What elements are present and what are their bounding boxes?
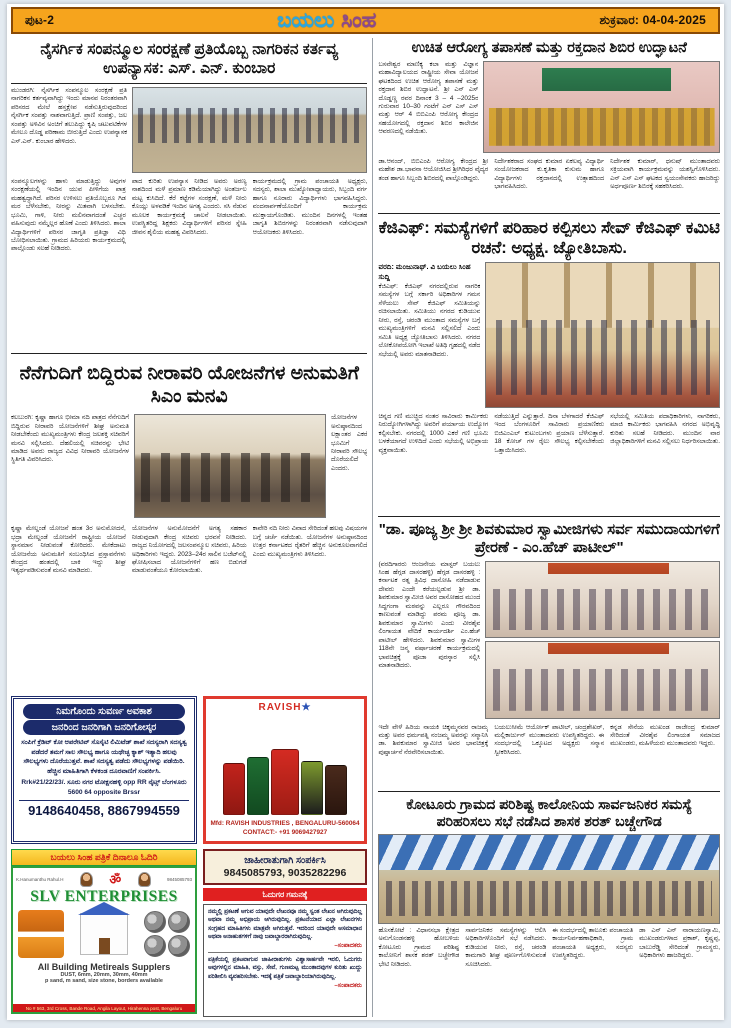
notice-paragraph-1: ನಮ್ಮಲ್ಲಿ ಪ್ರಕಟಣೆ ಆಗುವ ಯಾವುದೇ ಲೇಖನವೂ ನಮ್ಮ ಸ್ವಂತ ಲೇಖನ ಆಗಿರುವುದಿಲ್ಲ ಅಥವಾ ನಮ್ಮ ಅಭಿಪ್ರಾಯ ಆಗಿರುವುದಿಲ್ಲ. ಪ್ರಕಟನೆಯಾದ ಎಲ್ಲಾ ಲೇಖನಗಳು ಸಂಗ್ರಹದ ಮಾಹಿತಿಗಳು ಮಾತ್ರವೇ ಆಗಿರುತ್ತವೆ. ಇದರಿಂದ ಯಾವುದೇ ಅಸಮಾಧಾನ ಅಥವಾ ಅನಾಹುತಗಳಿಗೆ ನಾವು ಜವಾಬ್ದಾರರಾಗಿರುವುದಿಲ್ಲ. [208,909,362,940]
article-kgf-committee [378,213,720,513]
ad-contact-line: CONTACT:- +91 9069427927 [242,829,328,837]
packet-top-seven-icon [271,749,299,815]
ad-headline-1: ನಿಮಗೊಂದು ಸುವರ್ಣ ಅವಕಾಶ [23,704,185,719]
article-text: ನಡೆಯುತ್ತಿದೆ ಎನ್ನುತ್ತಾರೆ. ದಿನಾ ಬೆಳಗಾದರೆ ಕೆಜಿಎಫ್ ಇಂದ ಬೆಂಗಳೂರಿಗೆ ಸಾವಿರಾರು ಪ್ರಯಾಣಿಕರು ಬಿಜಿಎಂಎಲ್ ಕುಟುಂಬಗಳು ಪ್ರಯಾಣ ಬೆಳೆಸುತ್ತಾರೆ. 18 ಕೋಚ್ ಗಳ ರೈಲು ಸೌಲಭ್ಯ ಕಲ್ಪಿಸಬೇಕೆಂದು ಒತ್ತಾಯಿಸಿದರು. [494,412,605,454]
meeting-indoor-photo [134,414,326,518]
notice-paragraph-2: ಪತ್ರಿಕೆಯಲ್ಲಿ ಪ್ರಕಟವಾಗುವ ಜಾಹೀರಾತುಗಳು ವಿಶ್ವಾಸಾರ್ಹವೇ ಇರಲಿ, ಓದುಗರು ಅವುಗಳಲ್ಲಿನ ಮಾಹಿತಿ, ವಸ್ತು, ಸೇವೆ, ಗುಣಮಟ್ಟ ಮುಂತಾದವುಗಳ ಕುರಿತು ಖುದ್ದು ಪರಿಶೀಲಿಸಿ ವ್ಯವಹರಿಸಬೇಕು. ಇದಕ್ಕೆ ಪತ್ರಿಕೆ ಜವಾಬ್ದಾರಿಯಾಗಿರುವುದಿಲ್ಲ. [208,957,362,980]
ravish-products-ad [203,696,367,844]
ravish-logo: RAVISH★ [258,702,312,714]
advertise-label: ಜಾಹೀರಾತುಗಾಗಿ ಸಂಪರ್ಕಿಸಿ [244,855,326,867]
article-swamiji [378,516,720,788]
article-text: ಡಾ.ಆನಂದ್, ಬಿಬಿಎಂಪಿ ಆರೋಗ್ಯ ಕೇಂದ್ರದ ಶ್ರೀ ಮಹೇಶ ಡಾ.ಭಾವನಾ ಆಯೋಜಿಸಿದ ಶ್ರೀಗಿರಿಧರ ವೈದ್ಯರ ತಂಡ ಹಾಗೂ ಸಿಬ್ಬಂದಿ ಶಿಬಿರದಲ್ಲಿ ಪಾಲ್ಗೊಂಡಿದ್ದರು. [378,157,489,182]
article-text: ಬಯಲುಸೀಮೆ ಆರ್ಯೋಕ್ ಪಾಟೀಲ್, ಚಂದ್ರಶೇಖರ್, ಮಲ್ಲಿಕಾರ್ಜುನ್ ಮುಂತಾದವರು ಉಪಸ್ಥಿತರಿದ್ದರು. ಈ ಸಂದರ್ಭದಲ್ಲಿ ಒಕ್ಕೂಟದ ಅಧ್ಯಕ್ಷರು ಸನ್ಮಾನ ಸ್ವೀಕರಿಸಿದರು. [494,723,605,756]
article-text: ಯೋಜನೆಗಳ ಅನುಮೋದನೆಗೆ ಅಗತ್ಯ ಸಹಕಾರ ನೀಡುವುದಾಗಿ ಕೇಂದ್ರ ಸಚಿವರು ಭರವಸೆ ನೀಡಿದರು. ರಾಜ್ಯದ ನಿಯೋಗದಲ್ಲಿ ಜಲಸಂಪನ್ಮೂಲ ಸಚಿವರು, ಹಿರಿಯ ಅಧಿಕಾರಿಗಳು ಇದ್ದರು. 2023–24ರ ಸಾಲಿನ ಬಜೆಟ್‌ನಲ್ಲಿ ಘೋಷಿಸಲಾದ ಯೋಜನೆಗಳಿಗೆ ಹಣ ಬಿಡುಗಡೆ ಮಾಡುವಂತೆಯೂ ಕೋರಲಾಯಿತು. [131,525,247,575]
divider [11,353,367,354]
deity-photo-right [138,872,151,887]
article-irrigation-cm [11,357,367,691]
title-word-1: ಬಯಲು [277,9,335,32]
ad-headline-2: ಜನರಿಂದ ಜನರಿಗಾಗಿ ಜನರಿಗೋಸ್ಕರ [23,720,185,735]
article-text: ನಿರ್ದೇಶಕರಾದ ಸಂಘದ ಕುಮಾರ ಏಕಲವ್ಯ ವಿದ್ಯಾರ್ಥಿ ಸಂಯೋಜಕರಾದ ಕು.ಕೃತಿಕಾ ಕುಸುಮ ಹಾಗೂ ವಿದ್ಯಾರ್ಥಿಗಳು ರಕ್ತದಾನದಲ್ಲಿ ಉತ್ಸಾಹದಿಂದ ಭಾಗವಹಿಸಿದರು. [494,157,605,191]
article-health-camp [378,38,720,210]
slv-tagline: All Building Metireals Supplers [37,962,171,973]
middle-ads-column [203,849,367,1017]
article-text: ನಿರ್ದೇಶಕ ಕುಮಾರ್, ಧನುಷ್ ಮುಂತಾದವರು ಸಕ್ರಿಯವಾಗಿ ಕಾರ್ಯಕ್ರಮವನ್ನು ಯಶಸ್ವಿಗೊಳಿಸಿದರು. ಎನ್ ಎಸ್ ಎಸ್ ಘಟಕದ ಸ್ವಯಂಸೇವಕರು ಹಾಜರಿದ್ದು ಅರ್ಧಪೂರ್ಣ ಶಿಬಿರಕ್ಕೆ ಸಹಕರಿಸಿದರು. [610,157,720,191]
left-column [11,38,367,1017]
slv-sizes-line: DUST, 6mm, 20mm, 30mm, 40mm [60,972,148,979]
article-natural-resources [11,38,367,350]
article-text: ಬಸವೇಶ್ವರ ಮಾಣಿಕ್ಯ ಕಲಾ ಮತ್ತು ವಿಜ್ಞಾನ ಮಹಾವಿದ್ಯಾಲಯದ ರಾಷ್ಟ್ರೀಯ ಸೇವಾ ಯೋಜನೆ ಘಟಕದಿಂದ ಉಚಿತ ಆರೋಗ್ಯ ತಪಾಸಣೆ ಮತ್ತು ರಕ್ತದಾನ ಶಿಬಿರ ಉದ್ಘಾಟನೆ. ಶ್ರೀ ಎನ್ ಎಸ್ ದೊಡ್ಡಣ್ಣ ರವರ ದಿನಾಂಕ 3 – 4 –2025ರ ಗುರುವಾರ 10–30 ಗಂಟೆಗೆ ಎನ್ ಎಸ್ ಎಸ್ ಮತ್ತು ಆರ್ 4 ಬಿಬಿಎಂಪಿ ಆರೋಗ್ಯ ಕೇಂದ್ರದ ಸಹಯೋಗದಲ್ಲಿ ರಕ್ತದಾನ ಶಿಬಿರ ಕಾಲೇಜಿನ ಆವರಣದಲ್ಲಿ ನಡೆಯಿತು. [378,60,479,136]
article-text: ಹೊಸಕೋಟೆ : ವಿಧಾನಸಭಾ ಕ್ಷೇತ್ರದ ಅನುಗೊಂಡನಹಳ್ಳಿ ಹೋಬಳಿಯ ಕೋಟೂರು ಗ್ರಾಮದ ಪರಿಶಿಷ್ಟ ಕಾಲೋನಿಗೆ ಶಾಸಕ ಶರತ್ ಬಚ್ಚೇಗೌಡ ಭೇಟಿ ನೀಡಿದರು. [378,926,460,968]
ad-address: Rrk#21/22/23/. ಸೂರು ನಗರ ಟೋಕ್ಷನಹಳ್ಳಿ opp RR ನೈಟ್ಸ್ ಬೆಂಗಳೂರು 5600 64 opposite Brssr [21,779,187,796]
ad-phone-numbers: 9148640458, 8867994559 [19,800,189,818]
slv-address-strip: No # 563, 3rd Cross, Bande Road, Angila Layout, Hirahenna post, Bengaluru [13,1004,195,1012]
masthead [11,7,720,34]
packet-green-icon [247,757,269,815]
slv-enterprises-title: SLV ENTERPRISES [30,888,178,906]
article-text: ಕೃಷ್ಣಾ ಮೇಲ್ದಂಡೆ ಯೋಜನೆ ಹಂತ 3ರ ಅನುಮೋದನೆ, ಭದ್ರಾ ಮೇಲ್ದಂಡೆ ಯೋಜನೆಗೆ ರಾಷ್ಟ್ರೀಯ ಯೋಜನೆ ಸ್ಥಾನಮಾನ ನೀಡುವಂತೆ ಕೋರಿದರು. ಮೇಕೆದಾಟು ಯೋಜನೆಯ ಅನುಮತಿಗೆ ಸಂಬಂಧಿಸಿದ ಪ್ರಸ್ತಾವನೆಗಳು ಕೇಂದ್ರದ ಹಂತದಲ್ಲಿ ಬಾಕಿ ಇದ್ದು ಶೀಘ್ರ ಇತ್ಯರ್ಥಪಡಿಸುವಂತೆ ಮನವಿ ಮಾಡಿದರು. [11,525,126,575]
article-text: ಈ ಸಂದರ್ಭದಲ್ಲಿ ತಾಲೂಕು ಪಂಚಾಯತಿ ಕಾರ್ಯನಿರ್ವಹಣಾಧಿಕಾರಿ, ಗ್ರಾಮ ಪಂಚಾಯತಿ ಅಧ್ಯಕ್ಷರು, ಸದಸ್ಯರು ಉಪಸ್ಥಿತರಿದ್ದರು. [552,926,634,960]
article-text: ಪಾದ ಕುರಿತು ಉಪನ್ಯಾಸ ನೀಡಿದ ಅವರು ಅರಣ್ಯ ನಾಶದಿಂದ ಮಳೆ ಪ್ರಮಾಣ ಕಡಿಮೆಯಾಗಿದ್ದು ಅಂತರ್ಜಲ ಮಟ್ಟ ಕುಸಿದಿದೆ. ಕೆರೆ ಕಟ್ಟೆಗಳ ಸಂರಕ್ಷಣೆ, ಮಳೆ ನೀರು ಕೊಯ್ಲು ಅಳವಡಿಕೆ ಇಂದಿನ ಅಗತ್ಯ ಎಂದರು. ಸಸಿ ನೆಡುವ ಮೂಲಕ ಕಾರ್ಯಕ್ರಮಕ್ಕೆ ಚಾಲನೆ ನೀಡಲಾಯಿತು. ಉಪಸ್ಥಿತರಿದ್ದ ಶಿಕ್ಷಕರು ವಿದ್ಯಾರ್ಥಿಗಳಿಗೆ ಪರಿಸರ ಸ್ನೇಹಿ ಜೀವನ ಶೈಲಿಯ ಮಹತ್ವ ವಿವರಿಸಿದರು. [131,177,247,236]
headline-irrigation-cm: ನೆನೆಗುದಿಗೆ ಬಿದ್ದಿರುವ ನೀರಾವರಿ ಯೋಜನೆಗಳ ಅನುಮತಿಗೆ ಸಿಎಂ ಮನವಿ [19,362,359,407]
article-text: ಕನ್ನಡ ಸೇನೆಯ ಮುಖಂಡ ರಾಜೇಂದ್ರ ಕುಮಾರ್ ಸೇರಿದಂತೆ ವೀರಶೈವ ಲಿಂಗಾಯತ ಸಮಾಜದ ಮುಖಂಡರು, ಮಹಿಳೆಯರು ಮುಂತಾದವರು ಇದ್ದರು. [610,723,720,748]
article-text: ಚಿನ್ನದ ಗಣಿ ಮುಚ್ಚಿದ ನಂತರ ಸಾವಿರಾರು ಕಾರ್ಮಿಕರು ನಿರುದ್ಯೋಗಿಗಳಾಗಿದ್ದು ಅವರಿಗೆ ಪರ್ಯಾಯ ಉದ್ಯೋಗ ಕಲ್ಪಿಸಬೇಕು. ನಗರದಲ್ಲಿ 1000 ಎಕರೆ ಗಣಿ ಭೂಮಿ ಬಳಕೆಯಾಗದೆ ಉಳಿದಿದೆ ಎಂದು ಸಭೆಯಲ್ಲಿ ಅಭಿಪ್ರಾಯ ವ್ಯಕ್ತವಾಯಿತು. [378,412,489,454]
packet-brown-icon [325,765,347,815]
advertise-phones: 9845085793, 9035282296 [223,867,347,880]
article-text: ಸಂಪನ್ಮೂಲಗಳನ್ನು ಹಾಳು ಮಾಡುತ್ತಿದ್ದು ಅವುಗಳ ಸಂರಕ್ಷಣೆಯಲ್ಲಿ ಇಂದಿನ ಯುವ ಪೀಳಿಗೆಯ ಪಾತ್ರ ಮಹತ್ವದ್ದಾಗಿದೆ. ಪರಿಸರ ಉಳಿಸಲು ಪ್ರತಿಯೊಬ್ಬರೂ ಗಿಡ ಮರ ಬೆಳೆಸಬೇಕು, ನೀರನ್ನು ಮಿತವಾಗಿ ಬಳಸಬೇಕು. ಭೂಮಿ, ಗಾಳಿ, ನೀರು ಮಲಿನವಾಗದಂತೆ ಎಚ್ಚರ ವಹಿಸುವುದು ನಮ್ಮೆಲ್ಲರ ಹೊಣೆ ಎಂದು ತಿಳಿಸಿದರು. ಶಾಲಾ ವಿದ್ಯಾರ್ಥಿಗಳಿಗೆ ಪರಿಸರ ಜಾಗೃತಿ ಪ್ರತಿಜ್ಞಾ ವಿಧಿ ಬೋಧಿಸಲಾಯಿತು. ಗ್ರಾಮದ ಹಿರಿಯರು ಕಾರ್ಯಕ್ರಮದಲ್ಲಿ ಪಾಲ್ಗೊಂಡು ಸಲಹೆ ನೀಡಿದರು. [11,177,126,253]
headline-swamiji: "ಡಾ. ಪೂಜ್ಯ ಶ್ರೀ ಶ್ರೀ ಶಿವಕುಮಾರ ಸ್ವಾಮೀಜಿಗಳು ಸರ್ವ ಸಮುದಾಯಗಳಿಗೆ ಪ್ರೇರಣೆ - ಎಂ.ಹೆಚ್ ಪಾಟೀಲ್" [378,516,720,561]
title-word-2: ಸಿಂಹ [341,9,377,32]
sampige-society-ad [11,696,197,844]
editor-signature-2: –ಸಂಪಾದಕರು [334,982,362,990]
headline-kotooru: ಕೋಟೂರು ಗ್ರಾಮದ ಪರಿಶಿಷ್ಟ ಕಾಲೋನಿಯ ಸಾರ್ವಜನಿಕರ ಸಮಸ್ಯೆ ಪರಿಹರಿಸಲು ಸಭೆ ನಡೆಸಿದ ಶಾಸಕ ಶರತ್ ಬಚ್ಚೇಗೌಡ [378,791,720,834]
kgf-byline: ವರದಿ: ಮಂಜುನಾಥ್. ವಿ ಬಯಲು ಸಿಂಹ ಸುದ್ದಿ [378,261,471,281]
building-group-photo [485,262,720,408]
article-text: ಯೋಜನೆಗಳ ಅನುಷ್ಠಾನದಿಂದ ಲಕ್ಷಾಂತರ ಎಕರೆ ಭೂಮಿಗೆ ನೀರಾವರಿ ಸೌಲಭ್ಯ ದೊರೆಯಲಿದೆ ಎಂದರು. [331,414,368,472]
article-text: ಕಾರ್ಯಕ್ರಮದಲ್ಲಿ ಗ್ರಾಮ ಪಂಚಾಯತಿ ಅಧ್ಯಕ್ಷರು, ಸದಸ್ಯರು, ಶಾಲಾ ಮುಖ್ಯೋಪಾಧ್ಯಾಯರು, ಸಿಬ್ಬಂದಿ ವರ್ಗ ಹಾಗೂ ನೂರಾರು ವಿದ್ಯಾರ್ಥಿಗಳು ಭಾಗವಹಿಸಿದ್ದರು. ವಂದನಾರ್ಪಣೆಯೊಂದಿಗೆ ಕಾರ್ಯಕ್ರಮ ಮುಕ್ತಾಯಗೊಂಡಿತು. ಮುಂದಿನ ದಿನಗಳಲ್ಲಿ ಇಂತಹ ಜಾಗೃತಿ ಶಿಬಿರಗಳನ್ನು ನಿರಂತರವಾಗಿ ನಡೆಸುವುದಾಗಿ ಆಯೋಜಕರು ತಿಳಿಸಿದರು. [252,177,368,236]
article-text: ಮುಂಡರಗಿ: ನೈಸರ್ಗಿಕ ಸಂಪನ್ಮೂಲ ಸಂರಕ್ಷಣೆ ಪ್ರತಿ ನಾಗರಿಕನ ಕರ್ತವ್ಯವಾಗಿದ್ದು ಇಂದು ಮಾನವ ನಿರಂತರವಾಗಿ ಪರಿಸರದ ಮೇಲೆ ಹಸ್ತಕ್ಷೇಪ ನಡೆಸುತ್ತಿರುವುದರಿಂದ ನೈಸರ್ಗಿಕ ಸಂಪತ್ತು ನಾಶವಾಗುತ್ತಿದೆ. ಪ್ರಾಣಿ ಸಂಪತ್ತು, ಜಲ ಸಂಪತ್ತು ಅಳಿವಿನ ಅಂಚಿಗೆ ತಲುಪಿದ್ದು ಕೃಷಿ ಚಟುವಟಿಕೆಗಳ ಮೇಲೂ ದೊಡ್ಡ ಪರಿಣಾಮ ಬೀರುತ್ತಿದೆ ಎಂದು ಉಪನ್ಯಾಸಕ ಎಸ್.ಎನ್. ಕುಂಬಾರ ಹೇಳಿದರು. [11,86,127,145]
slv-enterprises-ad [11,849,197,1017]
article-text: ಕೆಜಿಎಫ್: ಕೆಜಿಎಫ್ ನಗರದಲ್ಲಿರುವ ನಾಗರಿಕ ಸಮಸ್ಯೆಗಳ ಬಗ್ಗೆ ಸರ್ಕಾರಿ ಅಧಿಕಾರಿಗಳ ಗಮನ ಸೆಳೆಯಲು ಸೇವ್ ಕೆಜಿಎಫ್ ಸಮಿತಿಯನ್ನು ರಚಿಸಲಾಯಿತು. ಸಮಿತಿಯು ನಗರದ ಕುಡಿಯುವ ನೀರು, ರಸ್ತೆ, ಚರಂಡಿ ಮುಂತಾದ ಸಮಸ್ಯೆಗಳ ಬಗ್ಗೆ ಮುಖ್ಯಮಂತ್ರಿಗಳಿಗೆ ಮನವಿ ಸಲ್ಲಿಸಲಿದೆ ಎಂದು ಸಮಿತಿ ಅಧ್ಯಕ್ಷ ಜ್ಯೋತಿಬಾಸು ತಿಳಿಸಿದರು. ನಗರದ ಲೋಕೋಪಯೋಗಿ ಇಲಾಖೆ ಅತಿಥಿ ಗೃಹದಲ್ಲಿ ನಡೆದ ಸಭೆಯಲ್ಲಿ ಅವರು ಮಾತನಾಡಿದರು. [378,282,481,358]
article-text: ಇದೇ ವೇಳೆ ಹಿರಿಯ ನಾಯಕಿ ಚಿಕ್ಕಮ್ಮನವರ ರಾಜಮ್ಮ ಮತ್ತು ಅವರ ಧರ್ಮಪತ್ನಿ ನಂಜಮ್ಮ ಅವರನ್ನು ಸನ್ಮಾನಿಸಿ ಡಾ. ಶಿವಕುಮಾರ ಸ್ವಾಮೀಜಿ ಅವರ ಭಾವಚಿತ್ರಕ್ಕೆ ಪುಷ್ಪಾರ್ಚನೆ ನೆರವೇರಿಸಲಾಯಿತು. [378,723,489,756]
headline-health-camp: ಉಚಿತ ಆರೋಗ್ಯ ತಪಾಸಣೆ ಮತ್ತು ರಕ್ತದಾನ ಶಿಬಿರ ಉದ್ಘಾಟನೆ [411,40,687,56]
advertise-contact-ad [203,849,367,885]
article-kotooru [378,791,720,989]
aggregate-circle [168,911,190,933]
page-number-label: ಪುಟ-2 [25,13,55,27]
newspaper-title [277,10,376,31]
newspaper-page [7,4,724,1020]
house-image [80,913,128,955]
article-text: ಕಲಬುರಗಿ: ಕೃಷ್ಣಾ ಹಾಗೂ ಭೀಮಾ ನದಿ ಪಾತ್ರದ ನೆನೆಗುದಿಗೆ ಬಿದ್ದಿರುವ ನೀರಾವರಿ ಯೋಜನೆಗಳಿಗೆ ಶೀಘ್ರ ಅನುಮತಿ ನೀಡಬೇಕೆಂದು ಮುಖ್ಯಮಂತ್ರಿಗಳು ಕೇಂದ್ರ ಜಲಶಕ್ತಿ ಸಚಿವರಿಗೆ ಮನವಿ ಸಲ್ಲಿಸಿದರು. ದೆಹಲಿಯಲ್ಲಿ ಸಚಿವರನ್ನು ಭೇಟಿ ಮಾಡಿದ ಅವರು ರಾಜ್ಯದ ವಿವಿಧ ನೀರಾವರಿ ಯೋಜನೆಗಳ ಸ್ಥಿತಿಗತಿ ವಿವರಿಸಿದರು. [11,414,129,464]
article-text: ಸಭೆಯಲ್ಲಿ ಸಮಿತಿಯ ಪದಾಧಿಕಾರಿಗಳು, ನಾಗರಿಕರು, ಮಾಜಿ ಕಾರ್ಮಿಕರು ಭಾಗವಹಿಸಿ ನಗರದ ಅಭಿವೃದ್ಧಿ ಕುರಿತು ಸಲಹೆ ನೀಡಿದರು. ಮುಂದಿನ ವಾರ ಜಿಲ್ಲಾಧಿಕಾರಿಗಳಿಗೆ ಮನವಿ ಸಲ್ಲಿಸಲು ನಿರ್ಧರಿಸಲಾಯಿತು. [610,412,720,446]
ad-corner-left-text: K.Hanumanthu Rahul.H [16,876,64,882]
editor-signature-1: –ಸಂಪಾದಕರು [334,942,362,950]
deity-photo-left [80,872,93,887]
headline-natural-resources: ನೈಸರ್ಗಿಕ ಸಂಪನ್ಮೂಲ ಸಂರಕ್ಷಣೆ ಪ್ರತಿಯೊಬ್ಬ ನಾಗರಿಕನ ಕರ್ತವ್ಯ ಉಪನ್ಯಾಸಕ: ಎಸ್. ಎನ್. ಕುಂಬಾರ [11,38,367,84]
canopy-meeting-photo [378,834,720,924]
product-packets-image [210,713,360,820]
readers-attention-strip: ಓದುಗರ ಗಮನಕ್ಕೆ [203,888,367,901]
aggregate-samples-image [144,911,190,957]
ad-body-text: ಸಂಪಿಗೆ ಕ್ರೆಡಿಟ್ ಕೋ ಆಪರೇಟಿವ್ ಸೊಸೈಟಿ ಲಿಮಿಟೆಡ್ ಶಾಖೆ ಸದಸ್ಯರಾಗಿ ಸದಸ್ಯತ್ವ ಪಡೆದರೆ ತಮಗೆ ಸಾಲ ಸೌಲಭ್ಯ ಹಾಗೂ ಯಥೇಚ್ಛ ಕ್ಯಾಶ್ ಇತ್ಯಾದಿ ಹಲವು ಸೌಲಭ್ಯಗಳು ದೊರೆಯುತ್ತವೆ. ಶಾಖೆ ಸದಸ್ಯತ್ವ ಪಡೆದು ಸೌಲಭ್ಯಗಳನ್ನು ಪಡೆಯಿರಿ. ಹೆಚ್ಚಿನ ಮಾಹಿತಿಗಾಗಿ ಕೆಳಕಂಡ ದೂರವಾಣಿಗೆ ಸಂಪರ್ಕಿಸಿ. [21,739,187,775]
packet-red-icon [223,763,245,815]
felicitation-photo-top [485,561,720,638]
packet-can-icon [301,761,323,815]
construction-vehicles-image [18,910,64,958]
aggregate-circle [144,935,166,957]
date-label: ಶುಕ್ರವಾರ: 04-04-2025 [599,13,706,27]
om-symbol-icon: ॐ [109,872,122,888]
article-text: ಡಾ ಎನ್ ಎನ್ ನಾರಾಯಣಸ್ವಾಮಿ, ಮುಖಂಡರುಗಳಾದ ಪ್ರಕಾಶ್, ಕೃಷ್ಣಪ್ಪ, ಬಾಬುರೆಡ್ಡಿ ಸೇರಿದಂತೆ ಗ್ರಾಮಸ್ಥರು, ಅಧಿಕಾರಿಗಳು ಹಾಜರಿದ್ದರು. [639,926,720,960]
aggregate-circle [168,935,190,957]
article-text: (ವರದಿಗಾರರು ಆಂಜನೇಯ ಮಾಸ್ಟರ್ ಬಯಲು ಸಿಂಹ ಹೆಗ್ಗಡ ದಾಸರಹಳ್ಳಿ) ಹೆಗ್ಗಡ ದಾಸರಹಳ್ಳಿ : ಕರ್ನಾಟಕ ರತ್ನ ತ್ರಿವಿಧ ದಾಸೋಹಿ ನಡೆದಾಡುವ ದೇವರು ಎಂದೇ ಕರೆಯಲ್ಪಡುವ ಶ್ರೀ ಡಾ. ಶಿವಕುಮಾರ ಸ್ವಾಮೀಜಿ ಅವರ ದಾಸೋಹದ ಮುಂದೆ ಸಿದ್ಧಗಂಗಾ ಮಠವನ್ನು ಎಲ್ಲರೂ ಗೌರವದಿಂದ ಕಾಣುವಂತೆ ಮಾಡಿದ್ದು ಪರಮ ಪೂಜ್ಯ ಡಾ. ಶಿವಕುಮಾರ ಸ್ವಾಮಿಗಳು ಎಂದು ವೀರಶೈವ ಲಿಂಗಾಯತ ವೇದಿಕೆ ಕಾರ್ಯದರ್ಶಿ ಎಂ.ಹೆಚ್ ಪಾಟೀಲ್ ಹೇಳಿದರು. ಶಿವಕುಮಾರ ಸ್ವಾಮಿಗಳ 118ನೇ ಜನ್ಮ ವರ್ಷಾಚರಣೆ ಕಾರ್ಯಕ್ರಮದಲ್ಲಿ ಭಾವಚಿತ್ರಕ್ಕೆ ಪೂಜಾ ಪುರಸ್ಕಾರ ಸಲ್ಲಿಸಿ ಮಾತನಾಡಿದರು. [378,560,481,669]
ad-manufacturer-line: Mfd: RAVISH INDUSTRIES , BENGALURU-560064 [210,820,360,828]
headline-kgf-committee: ಕೆಜಿಎಫ್: ಸಮಸ್ಯೆಗಳಿಗೆ ಪರಿಹಾರ ಕಲ್ಪಿಸಲು ಸೇವ್ ಕೆಜಿಎಫ್ ಕಮಿಟಿ ರಚನೆ: ಅಧ್ಯಕ್ಷ. ಜ್ಯೋತಿಬಾಸು. [378,213,720,262]
felicitation-photo-bottom [485,641,720,719]
editor-notice-box [203,904,367,1017]
aggregate-circle [144,911,166,933]
article-text: ಸಾರ್ವಜನಿಕರ ಸಮಸ್ಯೆಗಳನ್ನು ಆಲಿಸಿ ಅಧಿಕಾರಿಗಳೊಂದಿಗೆ ಸಭೆ ನಡೆಸಿದರು. ಕುಡಿಯುವ ನೀರು, ರಸ್ತೆ, ಚರಂಡಿ ಕಾಮಗಾರಿ ಶೀಘ್ರ ಪೂರ್ಣಗೊಳಿಸುವಂತೆ ಸೂಚಿಸಿದರು. [465,926,547,968]
ads-row [11,696,367,844]
divider [208,952,362,953]
article-text: ಕಾವೇರಿ ನದಿ ನೀರು ವಿವಾದ ಸೇರಿದಂತೆ ಹಲವು ವಿಷಯಗಳ ಬಗ್ಗೆ ಚರ್ಚೆ ನಡೆಯಿತು. ಯೋಜನೆಗಳ ಅನುಷ್ಠಾನದಿಂದ ಉತ್ತರ ಕರ್ನಾಟಕದ ರೈತರಿಗೆ ಹೆಚ್ಚಿನ ಅನುಕೂಲವಾಗಲಿದೆ ಎಂದು ಮುಖ್ಯಮಂತ್ರಿಗಳು ತಿಳಿಸಿದರು. [252,525,368,558]
ad-corner-right-text: 9845085793 [166,876,192,882]
read-daily-banner: ಬಯಲು ಸಿಂಹ ಪತ್ರಿಕೆ ದಿನಾಲೂ ಓದಿರಿ [11,849,197,866]
right-column [372,38,720,1017]
slv-materials-line: p sand, m sand, size stone, borders available [45,978,163,985]
group-outdoor-photo [132,87,367,173]
classroom-group-photo [483,61,720,153]
